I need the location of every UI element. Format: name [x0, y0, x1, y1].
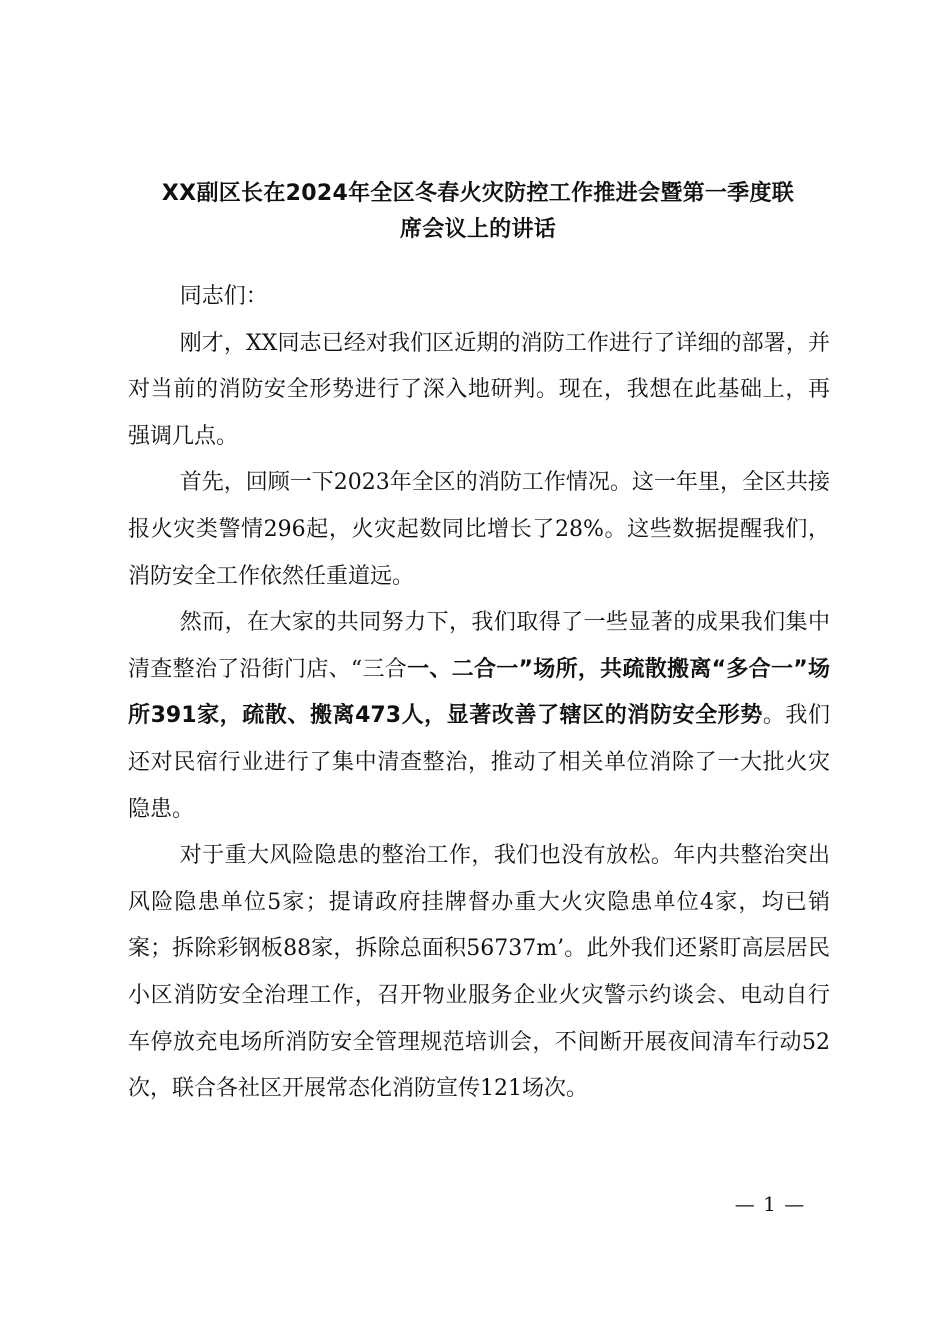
salutation: 同志们：: [179, 284, 268, 309]
paragraph-3-bold-text: 一、二合一”场所，共疏散搬离“多合一”场所391家，疏散、搬离473人，显著改善了辖区的消防安全形势: [128, 656, 830, 729]
title-line-2: 席会议上的讲话: [399, 217, 557, 242]
title-line-1: XX副区长在2024年全区冬春火灾防控工作推进会暨第一季度联: [161, 181, 795, 206]
document-title: [118, 176, 838, 248]
paragraph-1: 刚才，XX同志已经对我们区近期的消防工作进行了详细的部署，并对当前的消防安全形势进行了深入地研判。现在，我想在此基础上，再强调几点。: [128, 330, 830, 449]
paragraph-3: [128, 600, 830, 833]
page-number: — 1 —: [734, 1192, 806, 1216]
paragraph-3-text-start: 然而，在大家的共同努力下，我们取得了一些显著的成果我们集中清查整治了沿街门店、“三合: [128, 610, 830, 682]
paragraph-3-text-end: 。我们还对民宿行业进行了集中清查整治，推动了相关单位消除了一大批火灾隐患。: [128, 703, 830, 822]
paragraph-4: 对于重大风险隐患的整治工作，我们也没有放松。年内共整治突出风险隐患单位5家；提请政府挂牌督办重大火灾隐患单位4家，均已销案；拆除彩钢板88家，拆除总面积56737m’。此外我们还紧盯高层居民小区消防安全治理工作，召开物业服务企业火灾警示约谈会、电动自行车停放充电场所消防安全管理规范培训会，不间断开展夜间清车行动52次，联合各社区开展常态化消防宣传121场次。: [128, 843, 830, 1102]
document-body: [128, 274, 830, 1113]
paragraph-2: 首先，回顾一下2023年全区的消防工作情况。这一年里，全区共接报火灾类警情296起，火灾起数同比增长了28%。这些数据提醒我们，消防安全工作依然任重道远。: [128, 470, 830, 589]
